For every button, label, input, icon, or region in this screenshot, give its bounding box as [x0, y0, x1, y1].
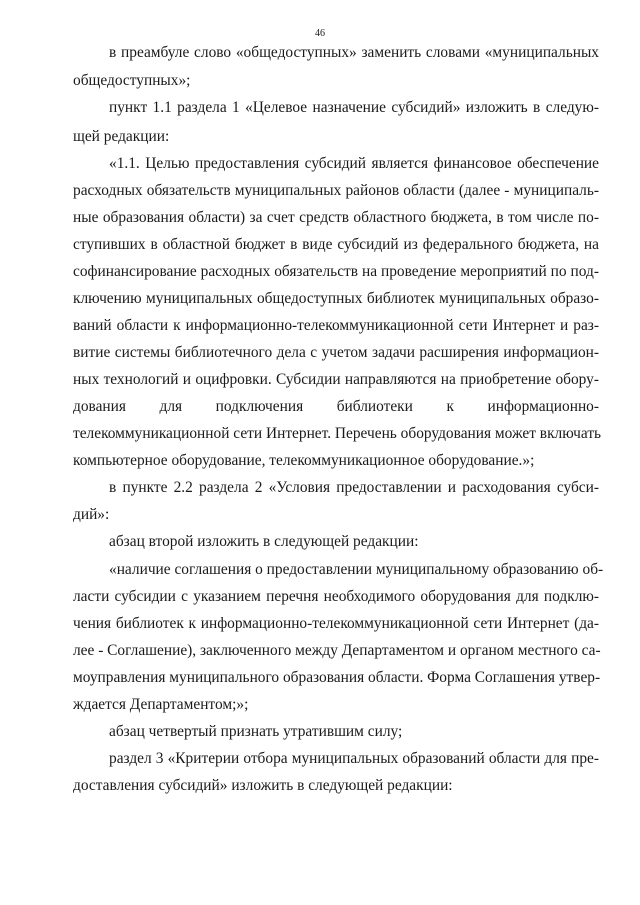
text-line: софинансирование расходных обязательств на проведение мероприятий по под- [73, 263, 599, 280]
text-line: ключению муниципальных общедоступных библиотек муниципальных образо- [73, 290, 599, 307]
text-line: абзац четвертый признать утратившим силу; [109, 723, 403, 740]
text-line: ные образования области) за счет средств областного бюджета, в том числе по- [73, 209, 599, 226]
text-line: абзац второй изложить в следующей редакции: [109, 533, 419, 550]
text-line: моуправления муниципального образования области. Форма Соглашения утвер- [73, 669, 601, 686]
text-line: щей редакции: [73, 128, 170, 145]
text-line: чения библиотек к информационно-телекоммуникационной сети Интернет (да- [73, 615, 599, 632]
text-line: раздел 3 «Критерии отбора муниципальных образований области для пре- [109, 750, 599, 767]
text-line: дования для подключения библиотеки к информационно- [73, 398, 599, 415]
text-line: лее - Соглашение), заключенного между Департаментом и органом местного са- [73, 642, 601, 659]
text-line: расходных обязательств муниципальных районов области (далее - муниципаль- [73, 182, 599, 199]
text-line: ваний области к информационно-телекоммуникационной сети Интернет и раз- [73, 317, 599, 334]
text-line: общедоступных»; [73, 72, 191, 89]
text-line: дий»: [73, 506, 110, 523]
text-line: доставления субсидий» изложить в следующей редакции: [73, 777, 453, 794]
text-line: в преамбуле слово «общедоступных» заменить словами «муниципальных [109, 44, 599, 61]
text-line: «наличие соглашения о предоставлении муниципальному образованию об- [109, 561, 604, 578]
text-line: телекоммуникационной сети Интернет. Перечень оборудования может включать [73, 425, 602, 442]
text-line: в пункте 2.2 раздела 2 «Условия предоставлении и расходования субси- [109, 479, 599, 496]
text-line: пункт 1.1 раздела 1 «Целевое назначение субсидий» изложить в следую- [109, 99, 599, 116]
text-line: «1.1. Целью предоставления субсидий является финансовое обеспечение [109, 155, 599, 172]
text-line: витие системы библиотечного дела с учетом задачи расширения информацион- [73, 344, 599, 361]
text-line: ных технологий и оцифровки. Субсидии направляются на приобретение обору- [73, 371, 599, 388]
text-line: ждается Департаментом;»; [73, 696, 249, 713]
text-line: ступивших в областной бюджет в виде субсидий из федерального бюджета, на [73, 236, 599, 253]
text-line: ласти субсидии с указанием перечня необходимого оборудования для подклю- [73, 588, 599, 605]
page-number: 46 [315, 28, 325, 39]
text-line: компьютерное оборудование, телекоммуникационное оборудование.»; [73, 452, 535, 469]
